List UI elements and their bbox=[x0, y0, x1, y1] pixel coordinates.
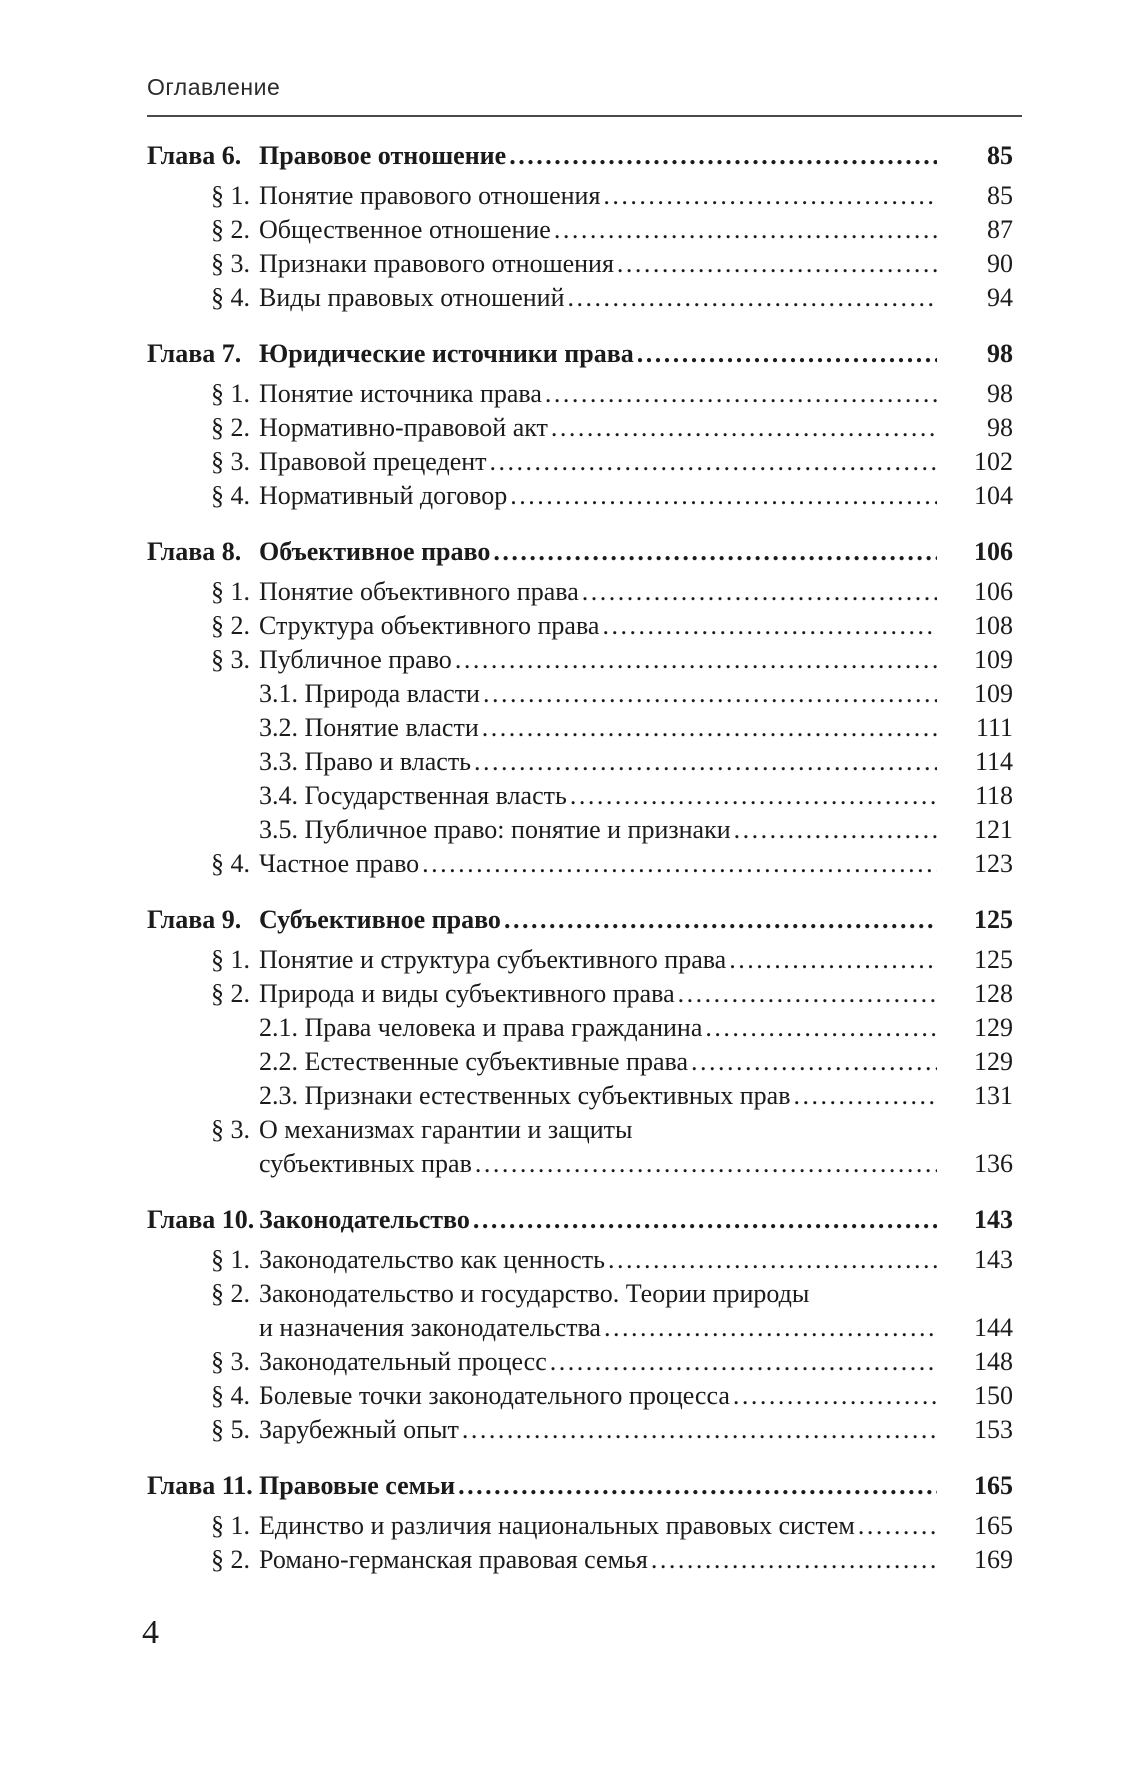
item-label: § 2. bbox=[211, 979, 250, 1008]
toc-item-row bbox=[147, 179, 1013, 213]
chapter-title: Юридические источники права bbox=[259, 339, 634, 368]
chapter-title: Законодательство bbox=[259, 1205, 470, 1234]
toc-item-row bbox=[147, 943, 1013, 977]
chapter-title: Субъективное право bbox=[259, 905, 501, 934]
dot-leader bbox=[493, 535, 937, 569]
item-page: 165 bbox=[974, 1511, 1013, 1540]
chapter-page: 125 bbox=[974, 905, 1013, 934]
dot-leader bbox=[651, 1543, 937, 1577]
toc-item-row bbox=[147, 377, 1013, 411]
toc-subitem-row bbox=[147, 711, 1013, 745]
item-page: 108 bbox=[974, 611, 1013, 640]
item-title: Законодательный процесс bbox=[259, 1347, 547, 1376]
item-title: Правовой прецедент bbox=[259, 447, 487, 476]
item-page: 118 bbox=[974, 781, 1013, 810]
toc-item-row bbox=[147, 479, 1013, 513]
chapter-label: Глава 7. bbox=[147, 339, 242, 368]
dot-leader bbox=[582, 575, 937, 609]
toc-item-row bbox=[147, 1243, 1013, 1277]
item-page: 111 bbox=[975, 713, 1013, 742]
item-page: 125 bbox=[974, 945, 1013, 974]
dot-leader bbox=[550, 1345, 937, 1379]
toc-item-row bbox=[147, 609, 1013, 643]
dot-leader bbox=[570, 779, 937, 813]
dot-leader bbox=[733, 1379, 937, 1413]
dot-leader bbox=[608, 1243, 937, 1277]
dot-leader bbox=[422, 847, 937, 881]
dot-leader bbox=[475, 1147, 937, 1181]
dot-leader bbox=[568, 281, 938, 315]
toc-item-row bbox=[147, 643, 1013, 677]
toc-item-row bbox=[147, 445, 1013, 479]
item-label: § 3. bbox=[211, 1347, 250, 1376]
dot-leader bbox=[510, 479, 937, 513]
toc-item-row bbox=[147, 247, 1013, 281]
item-page: 104 bbox=[974, 481, 1013, 510]
toc-subitem-row bbox=[147, 1011, 1013, 1045]
item-title: 3.2. Понятие власти bbox=[259, 713, 479, 742]
toc-item-row bbox=[147, 977, 1013, 1011]
dot-leader bbox=[458, 1469, 937, 1503]
item-page: 94 bbox=[987, 283, 1013, 312]
item-title: Единство и различия национальных правовых систем bbox=[259, 1511, 855, 1540]
item-title: Структура объективного права bbox=[259, 611, 600, 640]
toc-subitem-row bbox=[147, 779, 1013, 813]
item-title: Понятие объективного права bbox=[259, 577, 579, 606]
item-page: 153 bbox=[974, 1415, 1013, 1444]
chapter-page: 143 bbox=[974, 1205, 1013, 1234]
toc-chapter-row bbox=[147, 535, 1013, 569]
chapter-label: Глава 9. bbox=[147, 905, 242, 934]
item-title: Нормативный договор bbox=[259, 481, 508, 510]
item-page: 129 bbox=[974, 1047, 1013, 1076]
toc-item-row bbox=[147, 1277, 1013, 1311]
item-label: § 3. bbox=[211, 1115, 250, 1144]
chapter-page: 165 bbox=[974, 1471, 1013, 1500]
dot-leader bbox=[793, 1079, 937, 1113]
item-title: Понятие источника права bbox=[259, 379, 542, 408]
item-title: 2.2. Естественные субъективные права bbox=[259, 1047, 688, 1076]
chapter-page: 98 bbox=[987, 339, 1013, 368]
item-page: 144 bbox=[974, 1313, 1013, 1342]
toc-subitem-row bbox=[147, 677, 1013, 711]
toc-item-row bbox=[147, 213, 1013, 247]
item-title: 3.5. Публичное право: понятие и признаки bbox=[259, 815, 731, 844]
item-label: § 2. bbox=[211, 1279, 250, 1308]
item-title: Законодательство как ценность bbox=[259, 1245, 605, 1274]
item-label: § 2. bbox=[211, 1545, 250, 1574]
item-title: Понятие правового отношения bbox=[259, 181, 601, 210]
item-title: Публичное право bbox=[259, 645, 452, 674]
chapter-label: Глава 6. bbox=[147, 141, 242, 170]
chapter-label: Глава 10. bbox=[147, 1205, 255, 1234]
toc-item-row bbox=[147, 847, 1013, 881]
book-toc-page bbox=[0, 74, 1142, 1766]
toc-item-row bbox=[147, 1413, 1013, 1447]
item-page: 128 bbox=[974, 979, 1013, 1008]
dot-leader bbox=[504, 903, 937, 937]
chapter-page: 106 bbox=[974, 537, 1013, 566]
item-label: § 1. bbox=[211, 1245, 250, 1274]
item-page: 150 bbox=[974, 1381, 1013, 1410]
item-label: § 2. bbox=[211, 215, 250, 244]
item-title: Нормативно-правовой акт bbox=[259, 413, 548, 442]
item-page: 148 bbox=[974, 1347, 1013, 1376]
dot-leader bbox=[678, 977, 937, 1011]
item-label: § 3. bbox=[211, 645, 250, 674]
item-title: Болевые точки законодательного процесса bbox=[259, 1381, 730, 1410]
toc-item-row bbox=[147, 1543, 1013, 1577]
item-page: 109 bbox=[974, 645, 1013, 674]
chapter-title: Правовые семьи bbox=[259, 1471, 456, 1500]
chapter-title: Правовое отношение bbox=[259, 141, 507, 170]
item-label: § 4. bbox=[211, 1381, 250, 1410]
dot-leader bbox=[734, 813, 937, 847]
item-label: § 1. bbox=[211, 379, 250, 408]
item-page: 98 bbox=[987, 379, 1013, 408]
item-title: 3.1. Природа власти bbox=[259, 679, 480, 708]
item-page: 169 bbox=[974, 1545, 1013, 1574]
item-label: § 1. bbox=[211, 181, 250, 210]
table-of-contents bbox=[147, 139, 1013, 1577]
item-label: § 5. bbox=[211, 1415, 250, 1444]
dot-leader bbox=[509, 139, 937, 173]
toc-item-continuation-row bbox=[147, 1147, 1013, 1181]
item-title: Природа и виды субъективного права bbox=[259, 979, 675, 1008]
item-title: 2.1. Права человека и права гражданина bbox=[259, 1013, 703, 1042]
chapter-label: Глава 8. bbox=[147, 537, 242, 566]
dot-leader bbox=[604, 1311, 937, 1345]
toc-item-row bbox=[147, 1379, 1013, 1413]
dot-leader bbox=[483, 677, 937, 711]
item-page: 143 bbox=[974, 1245, 1013, 1274]
item-title: Законодательство и государство. Теории природы bbox=[259, 1279, 810, 1308]
item-label: § 1. bbox=[211, 1511, 250, 1540]
item-page: 98 bbox=[987, 413, 1013, 442]
item-label: § 3. bbox=[211, 249, 250, 278]
item-page: 106 bbox=[974, 577, 1013, 606]
dot-leader bbox=[554, 213, 937, 247]
toc-chapter-row bbox=[147, 903, 1013, 937]
item-label: § 1. bbox=[211, 577, 250, 606]
dot-leader bbox=[858, 1509, 937, 1543]
toc-chapter-row bbox=[147, 337, 1013, 371]
item-title: Понятие и структура субъективного права bbox=[259, 945, 727, 974]
dot-leader bbox=[545, 377, 937, 411]
item-title: и назначения законодательства bbox=[259, 1313, 601, 1342]
toc-item-row bbox=[147, 281, 1013, 315]
dot-leader bbox=[473, 1203, 937, 1237]
item-label: § 2. bbox=[211, 611, 250, 640]
item-title: Частное право bbox=[259, 849, 420, 878]
toc-subitem-row bbox=[147, 1079, 1013, 1113]
dot-leader bbox=[637, 337, 937, 371]
toc-item-row bbox=[147, 575, 1013, 609]
dot-leader bbox=[455, 643, 937, 677]
item-page: 87 bbox=[987, 215, 1013, 244]
item-title: 2.3. Признаки естественных субъективных прав bbox=[259, 1081, 791, 1110]
item-page: 129 bbox=[974, 1013, 1013, 1042]
item-label: § 4. bbox=[211, 849, 250, 878]
toc-subitem-row bbox=[147, 813, 1013, 847]
item-title: Общественное отношение bbox=[259, 215, 551, 244]
item-label: § 4. bbox=[211, 481, 250, 510]
chapter-title: Объективное право bbox=[259, 537, 491, 566]
toc-item-continuation-row bbox=[147, 1311, 1013, 1345]
chapter-page: 85 bbox=[987, 141, 1013, 170]
item-page: 85 bbox=[987, 181, 1013, 210]
item-page: 114 bbox=[974, 747, 1013, 776]
dot-leader bbox=[729, 943, 937, 977]
item-page: 109 bbox=[974, 679, 1013, 708]
item-title: 3.4. Государственная власть bbox=[259, 781, 567, 810]
item-page: 136 bbox=[974, 1149, 1013, 1178]
item-label: § 4. bbox=[211, 283, 250, 312]
toc-item-row bbox=[147, 1345, 1013, 1379]
chapter-label: Глава 11. bbox=[147, 1471, 253, 1500]
toc-chapter-row bbox=[147, 1469, 1013, 1503]
dot-leader bbox=[705, 1011, 937, 1045]
dot-leader bbox=[602, 609, 937, 643]
toc-chapter-row bbox=[147, 1203, 1013, 1237]
dot-leader bbox=[490, 445, 937, 479]
item-title: Виды правовых отношений bbox=[259, 283, 565, 312]
item-title: Признаки правового отношения bbox=[259, 249, 614, 278]
dot-leader bbox=[691, 1045, 937, 1079]
dot-leader bbox=[551, 411, 937, 445]
item-label: § 2. bbox=[211, 413, 250, 442]
dot-leader bbox=[462, 1413, 937, 1447]
item-page: 90 bbox=[987, 249, 1013, 278]
dot-leader bbox=[617, 247, 937, 281]
dot-leader bbox=[482, 711, 937, 745]
toc-chapter-row bbox=[147, 139, 1013, 173]
toc-item-row bbox=[147, 1113, 1013, 1147]
toc-item-row bbox=[147, 411, 1013, 445]
dot-leader bbox=[474, 745, 937, 779]
footer-page-number: 4 bbox=[142, 1614, 159, 1651]
toc-subitem-row bbox=[147, 1045, 1013, 1079]
item-page: 121 bbox=[974, 815, 1013, 844]
item-title: 3.3. Право и власть bbox=[259, 747, 472, 776]
item-label: § 1. bbox=[211, 945, 250, 974]
item-label: § 3. bbox=[211, 447, 250, 476]
item-page: 123 bbox=[974, 849, 1013, 878]
item-page: 131 bbox=[974, 1081, 1013, 1110]
item-title: Романо-германская правовая семья bbox=[259, 1545, 648, 1574]
toc-subitem-row bbox=[147, 745, 1013, 779]
item-title: субъективных прав bbox=[259, 1149, 472, 1178]
item-title: Зарубежный опыт bbox=[259, 1415, 459, 1444]
page-header-title: Оглавление bbox=[147, 74, 1022, 117]
toc-item-row bbox=[147, 1509, 1013, 1543]
item-page: 102 bbox=[974, 447, 1013, 476]
dot-leader bbox=[603, 179, 937, 213]
item-title: О механизмах гарантии и защиты bbox=[259, 1115, 633, 1144]
